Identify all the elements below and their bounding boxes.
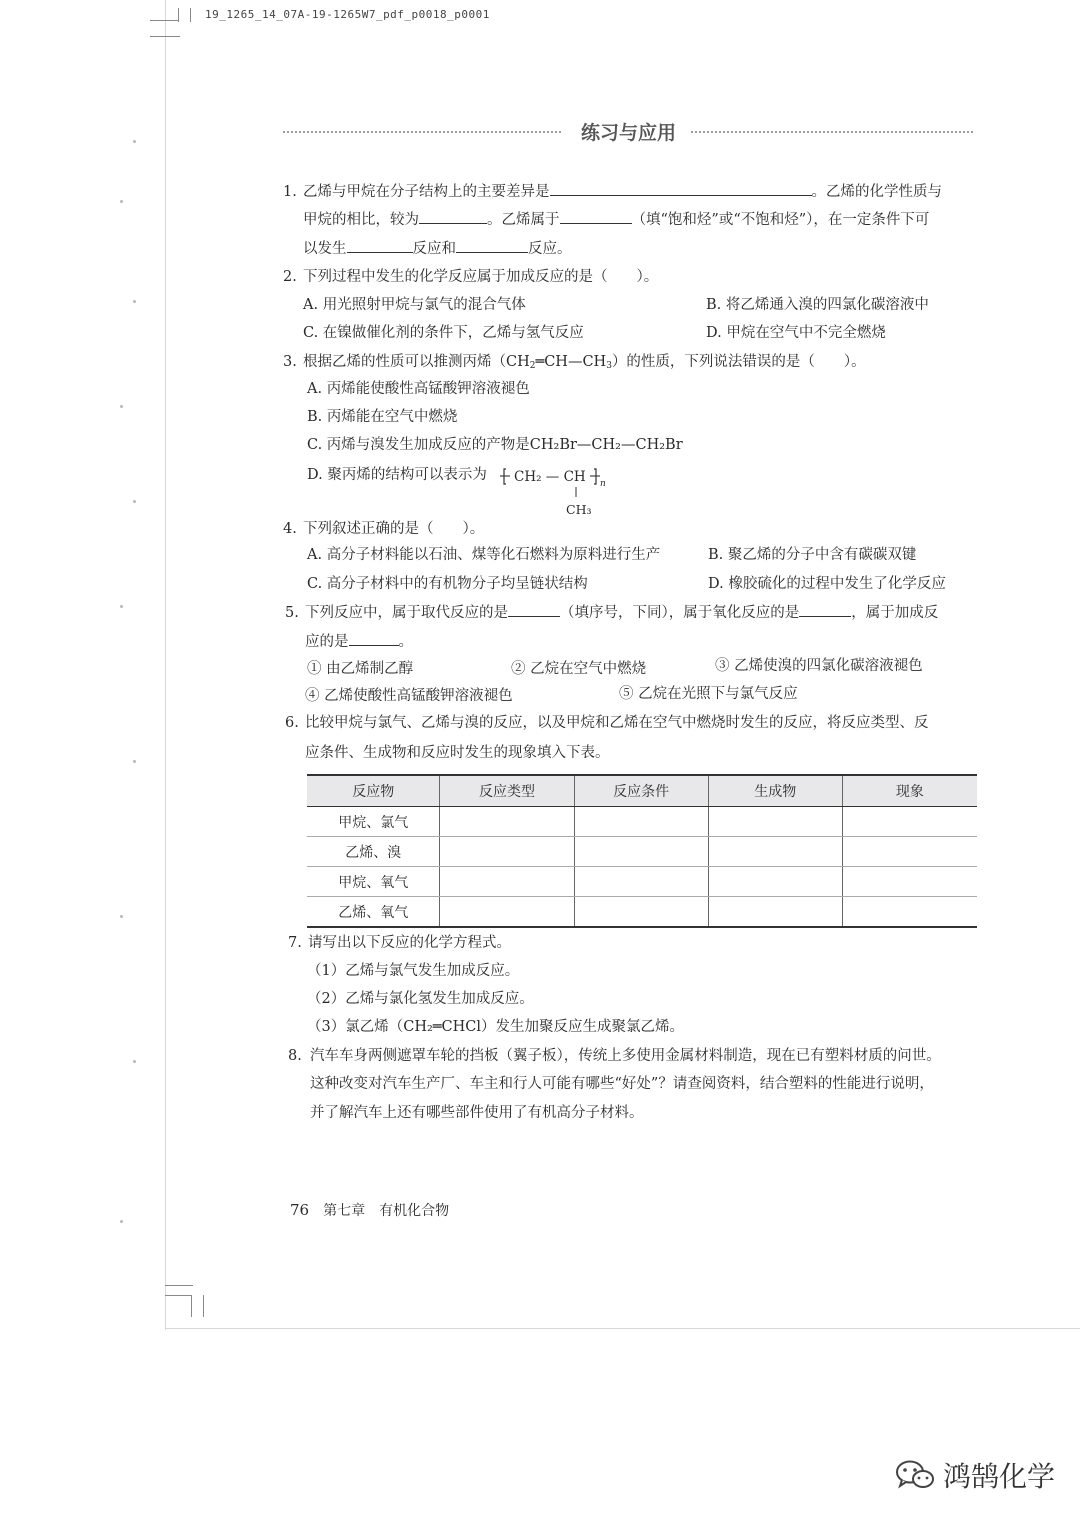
option-a[interactable]: A. 丙烯能使酸性高锰酸钾溶液褪色	[307, 381, 530, 397]
option-d[interactable]: D. 橡胶硫化的过程中发生了化学反应	[708, 576, 946, 592]
option-b[interactable]: B. 将乙烯通入溴的四氯化碳溶液中	[706, 297, 929, 313]
question-number: 2.	[283, 269, 297, 285]
question-6-line-2: 应条件、生成物和反应时发生的现象填入下表。	[305, 745, 610, 761]
text: 下列反应中，属于取代反应的是	[305, 605, 508, 621]
answer-blank[interactable]	[456, 236, 528, 253]
table-header: 反应条件	[574, 775, 708, 807]
question-number: 6.	[285, 715, 299, 731]
scan-dot	[133, 1060, 136, 1063]
crop-mark	[165, 1295, 191, 1296]
answer-cell[interactable]	[842, 867, 977, 897]
option-5[interactable]: ⑤ 乙烷在光照下与氯气反应	[619, 686, 798, 702]
reactants-cell: 甲烷、氯气	[307, 807, 440, 837]
question-2-stem: 下列过程中发生的化学反应属于加成反应的是（ ）。	[303, 269, 659, 285]
answer-cell[interactable]	[574, 897, 708, 928]
reactants-cell: 乙烯、溴	[307, 837, 440, 867]
answer-cell[interactable]	[708, 897, 842, 928]
option-4[interactable]: ④ 乙烯使酸性高锰酸钾溶液褪色	[305, 688, 513, 704]
option-3[interactable]: ③ 乙烯使溴的四氯化碳溶液褪色	[715, 658, 923, 674]
option-c[interactable]: C. 在镍做催化剂的条件下，乙烯与氢气反应	[303, 325, 584, 341]
scan-dot	[120, 1220, 123, 1223]
option-c[interactable]: C. 高分子材料中的有机物分子均呈链状结构	[307, 576, 588, 592]
question-8-line-1: 汽车车身两侧遮罩车轮的挡板（翼子板），传统上多使用金属材料制造，现在已有塑料材质的问世。	[310, 1048, 941, 1064]
question-number: 4.	[283, 521, 297, 537]
section-title: 练习与应用	[580, 122, 676, 144]
answer-blank[interactable]	[349, 629, 399, 646]
question-number: 5.	[285, 605, 299, 621]
file-label: 19_1265_14_07A-19-1265W7_pdf_p0018_p0001	[205, 8, 490, 21]
chapter-title: 第七章 有机化合物	[323, 1203, 450, 1219]
option-2[interactable]: ② 乙烷在空气中燃烧	[511, 661, 647, 677]
crop-mark	[191, 1295, 192, 1317]
text: ）的性质，下列说法错误的是（ ）。	[611, 354, 866, 370]
table-header: 反应类型	[440, 775, 574, 807]
table-header: 反应物	[307, 775, 440, 807]
answer-cell[interactable]	[440, 867, 574, 897]
subscript: 2	[529, 361, 536, 371]
answer-blank[interactable]	[508, 600, 560, 617]
answer-cell[interactable]	[708, 867, 842, 897]
question-number: 7.	[288, 935, 302, 951]
text: 。乙烯属于	[487, 212, 560, 228]
text: D. 聚丙烯的结构可以表示为	[307, 467, 487, 483]
section-header	[283, 118, 973, 148]
formula-main: CH₂ — CH	[514, 469, 586, 485]
option-b[interactable]: B. 聚乙烯的分子中含有碳碳双键	[708, 547, 917, 563]
scan-dot	[120, 200, 123, 203]
reaction-table	[307, 774, 977, 928]
option-d[interactable]: D. 甲烷在空气中不完全燃烧	[706, 325, 886, 341]
page-footer	[290, 1200, 449, 1220]
question-6-line-1: 比较甲烷与氯气、乙烯与溴的反应，以及甲烷和乙烯在空气中燃烧时发生的反应，将反应类型、反	[305, 715, 929, 731]
question-number: 3.	[283, 354, 297, 370]
crop-mark	[150, 36, 180, 37]
question-5-line-2	[305, 628, 413, 656]
table-header: 生成物	[708, 775, 842, 807]
table-header: 现象	[842, 775, 977, 807]
subscript: 3	[606, 361, 612, 371]
table-row	[307, 807, 977, 837]
text: （填“饱和烃”或“不饱和烃”），在一定条件下可	[631, 212, 930, 228]
table-header-row	[307, 775, 977, 807]
scan-dot	[133, 140, 136, 143]
scan-dot	[120, 605, 123, 608]
text: ，属于加成反	[851, 605, 939, 621]
answer-blank[interactable]	[550, 179, 812, 196]
scan-dot	[133, 500, 136, 503]
scan-dot	[120, 915, 123, 918]
answer-blank[interactable]	[560, 207, 632, 224]
text: 反应。	[528, 241, 572, 257]
question-8-line-3: 并了解汽车上还有哪些部件使用了有机高分子材料。	[310, 1105, 644, 1121]
option-d[interactable]	[307, 461, 487, 489]
scan-dot	[133, 760, 136, 763]
scan-dot	[120, 405, 123, 408]
sub-question-2: （2）乙烯与氯化氢发生加成反应。	[307, 991, 534, 1007]
answer-cell[interactable]	[708, 837, 842, 867]
answer-blank[interactable]	[419, 207, 487, 224]
question-5-line-1	[305, 599, 938, 627]
answer-cell[interactable]	[440, 837, 574, 867]
question-1-line-2	[303, 206, 929, 234]
wechat-icon	[895, 1459, 935, 1491]
answer-blank[interactable]	[347, 236, 413, 253]
scan-dot	[133, 300, 136, 303]
text: 。乙烯的化学性质与	[811, 184, 942, 200]
answer-cell[interactable]	[842, 807, 977, 837]
watermark	[895, 1455, 1055, 1495]
formula-n: n	[600, 479, 606, 489]
reactants-cell: 乙烯、氧气	[307, 897, 440, 928]
text: ═CH—CH	[535, 354, 607, 370]
table-row	[307, 867, 977, 897]
crop-mark	[165, 1285, 193, 1286]
option-a[interactable]: A. 高分子材料能以石油、煤等化石燃料为原料进行生产	[307, 547, 661, 563]
question-1-line-1	[303, 178, 942, 206]
watermark-text: 鸿鹄化学	[943, 1460, 1056, 1493]
table-row	[307, 837, 977, 867]
option-1[interactable]: ① 由乙烯制乙醇	[307, 661, 414, 677]
answer-cell[interactable]	[440, 807, 574, 837]
text: 甲烷的相比，较为	[303, 212, 419, 228]
dotted-rule	[283, 131, 561, 133]
table-row	[307, 897, 977, 928]
answer-cell[interactable]	[440, 897, 574, 928]
answer-cell[interactable]	[708, 807, 842, 837]
crop-mark	[178, 8, 179, 22]
question-4-stem: 下列叙述正确的是（ ）。	[303, 521, 485, 537]
text: （填序号，下同），属于氧化反应的是	[560, 605, 800, 621]
answer-cell[interactable]	[574, 867, 708, 897]
page-number: 76	[290, 1201, 310, 1219]
answer-cell[interactable]	[574, 837, 708, 867]
sub-question-1: （1）乙烯与氯气发生加成反应。	[307, 963, 520, 979]
question-number: 1.	[283, 184, 297, 200]
dotted-rule	[691, 131, 973, 133]
question-8-line-2: 这种改变对汽车生产厂、车主和行人可能有哪些“好处”？请查阅资料，结合塑料的性能进行说明，	[310, 1076, 934, 1092]
answer-blank[interactable]	[799, 600, 851, 617]
option-a[interactable]: A. 用光照射甲烷与氯气的混合气体	[303, 297, 526, 313]
text: 反应和	[412, 241, 456, 257]
text: 根据乙烯的性质可以推测丙烯（CH	[303, 354, 530, 370]
text: 以发生	[303, 241, 347, 257]
formula-branch: CH₃	[566, 502, 592, 517]
answer-cell[interactable]	[574, 807, 708, 837]
crop-mark	[190, 8, 191, 22]
text: 乙烯与甲烷在分子结构上的主要差异是	[303, 184, 550, 200]
reactants-cell: 甲烷、氧气	[307, 867, 440, 897]
answer-cell[interactable]	[842, 837, 977, 867]
text: 应的是	[305, 634, 349, 650]
question-1-line-3	[303, 235, 572, 263]
page-edge	[165, 1328, 1080, 1329]
text: 。	[398, 634, 413, 650]
question-7-stem: 请写出以下反应的化学方程式。	[308, 935, 511, 951]
crop-mark	[150, 20, 178, 21]
sub-question-3: （3）氯乙烯（CH₂═CHCl）发生加聚反应生成聚氯乙烯。	[307, 1019, 684, 1035]
polypropylene-formula	[500, 462, 620, 522]
answer-cell[interactable]	[842, 897, 977, 928]
page-edge	[165, 0, 166, 1330]
option-c[interactable]: C. 丙烯与溴发生加成反应的产物是CH₂Br—CH₂—CH₂Br	[307, 437, 683, 453]
option-b[interactable]: B. 丙烯能在空气中燃烧	[307, 409, 458, 425]
question-number: 8.	[288, 1048, 302, 1064]
crop-mark	[203, 1295, 204, 1317]
